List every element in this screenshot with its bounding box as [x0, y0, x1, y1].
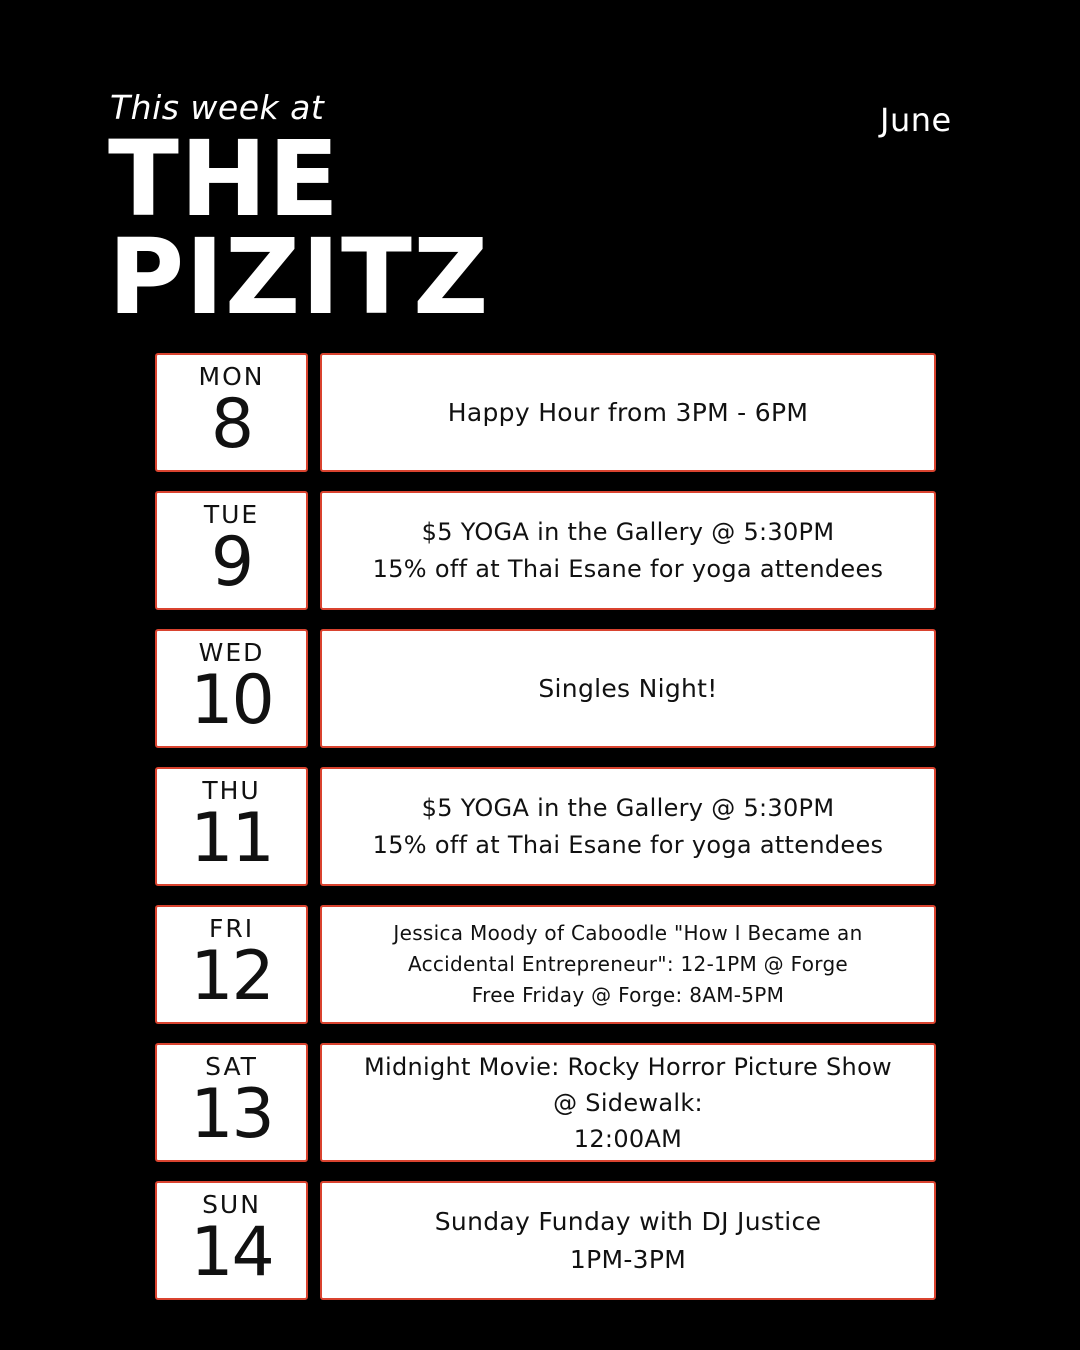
- day-number: 8: [210, 385, 253, 464]
- day-of-week: WED: [198, 638, 265, 667]
- day-number: 12: [190, 937, 273, 1016]
- day-of-week: THU: [202, 776, 261, 805]
- brand-title-line1: THE: [108, 118, 341, 240]
- event-line: 1PM-3PM: [569, 1244, 687, 1274]
- schedule-row-mon: [155, 353, 936, 476]
- event-line: 15% off at Thai Esane for yoga attendees: [372, 554, 884, 583]
- schedule-row-tue: [155, 491, 936, 614]
- event-box: [320, 629, 936, 748]
- event-line: $5 YOGA in the Gallery @ 5:30PM: [421, 793, 835, 822]
- day-of-week: SAT: [205, 1052, 258, 1081]
- event-box: [320, 491, 936, 610]
- schedule-row-fri: [155, 905, 936, 1028]
- event-line: 15% off at Thai Esane for yoga attendees: [372, 830, 884, 859]
- day-of-week: TUE: [203, 500, 260, 529]
- event-line: @ Sidewalk:: [553, 1088, 703, 1117]
- schedule-row-thu: [155, 767, 936, 890]
- day-of-week: FRI: [208, 914, 255, 943]
- day-number: 9: [210, 523, 253, 602]
- event-box: [320, 905, 936, 1024]
- event-box: [320, 767, 936, 886]
- date-box: [155, 905, 308, 1024]
- date-box: [155, 1043, 308, 1162]
- event-line: Sunday Funday with DJ Justice: [434, 1206, 822, 1236]
- month-label: June: [880, 101, 952, 139]
- date-box: [155, 629, 308, 748]
- event-line: Midnight Movie: Rocky Horror Picture Show: [364, 1052, 892, 1081]
- date-box: [155, 491, 308, 610]
- schedule-row-sun: [155, 1181, 936, 1304]
- schedule-row-sat: [155, 1043, 936, 1166]
- day-number: 10: [190, 661, 273, 740]
- event-line: Free Friday @ Forge: 8AM-5PM: [471, 983, 785, 1007]
- day-of-week: SUN: [202, 1190, 261, 1219]
- event-line: Accidental Entrepreneur": 12-1PM @ Forge: [407, 952, 849, 976]
- event-box: [320, 1043, 936, 1162]
- schedule-row-wed: [155, 629, 936, 752]
- event-line: Singles Night!: [538, 673, 718, 703]
- event-line: Jessica Moody of Caboodle "How I Became an: [393, 921, 863, 945]
- day-of-week: MON: [198, 362, 265, 391]
- date-box: [155, 353, 308, 472]
- day-number: 13: [190, 1075, 273, 1154]
- event-line: Happy Hour from 3PM - 6PM: [447, 397, 809, 427]
- day-number: 14: [190, 1213, 273, 1292]
- event-line: 12:00AM: [573, 1124, 683, 1153]
- event-box: [320, 353, 936, 472]
- day-number: 11: [190, 799, 273, 878]
- brand-title: [108, 118, 490, 338]
- event-box: [320, 1181, 936, 1300]
- date-box: [155, 767, 308, 886]
- date-box: [155, 1181, 308, 1300]
- brand-title-line2: PIZITZ: [108, 216, 490, 338]
- weekly-schedule: [155, 353, 936, 1319]
- tagline: This week at: [110, 88, 325, 127]
- event-line: $5 YOGA in the Gallery @ 5:30PM: [421, 517, 835, 546]
